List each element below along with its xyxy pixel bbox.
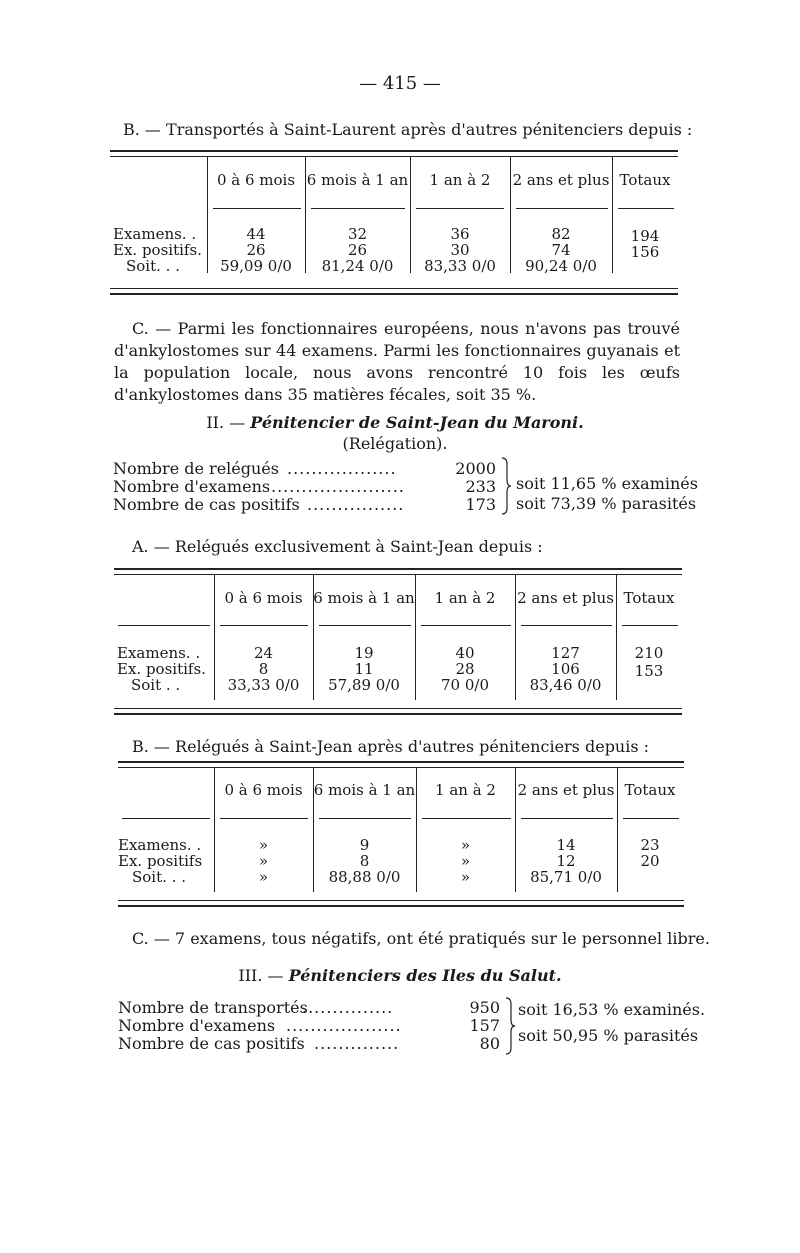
table-b2-header-1: 6 mois à 1 an: [313, 781, 416, 799]
table-b2-header-2: 1 an à 2: [435, 781, 496, 799]
table-b1-row-label: Soit. . .: [126, 257, 180, 275]
section-c1-paragraph: C. — Parmi les fonctionnaires européens, nous n'avons pas trouvé d'ankylostomes sur 44 examens. Parmi les fonctionnaires guyanais et la population locale, nous avons rencontré 10 fois les œufs d'ankylostomes dans 35 matières fécales, soit 35 %.: [114, 319, 680, 404]
brace-icon: [502, 996, 516, 1056]
table-a2-cell: 70 0/0: [441, 676, 489, 694]
section-ii-title-text: Pénitencier de Saint-Jean du Maroni.: [250, 413, 584, 432]
table-b1-cell: 26: [347, 241, 368, 259]
stat-value: 2000: [455, 459, 496, 478]
table-b1-header-4: Totaux: [619, 171, 671, 189]
section-b2-heading: B. — Relégués à Saint-Jean après d'autres pénitenciers depuis :: [132, 737, 650, 756]
table-b2-cell: 85,71 0/0: [530, 868, 602, 886]
table-b1-header-3: 2 ans et plus: [512, 171, 610, 189]
section-c2-paragraph: C. — 7 examens, tous négatifs, ont été pratiqués sur le personnel libre.: [132, 929, 710, 948]
stat-note: soit 73,39 % parasités: [516, 494, 697, 513]
table-b2-cell: »: [460, 868, 471, 886]
table-b2-cell: »: [460, 836, 471, 854]
table-a2-cell: 106: [551, 660, 580, 678]
table-b2-cell: 9: [359, 836, 370, 854]
table-b2-header-0: 0 à 6 mois: [224, 781, 303, 799]
table-b2-header-4: Totaux: [624, 781, 676, 799]
table-b2-row-label: Soit. . .: [132, 868, 186, 886]
table-a2-cell: 40: [455, 644, 475, 662]
table-b2-cell: »: [258, 836, 269, 854]
table-a2-cell: 28: [455, 660, 475, 678]
stat-note: soit 11,65 % examinés: [516, 474, 698, 493]
table-b1-cell: 81,24 0/0: [321, 257, 394, 275]
table-b2-header-3: 2 ans et plus: [517, 781, 615, 799]
table-b2-cell: 23: [640, 836, 660, 854]
stat-value: 173: [465, 495, 496, 514]
table-b2-cell: 14: [556, 836, 576, 854]
table-a2-header-3: 2 ans et plus: [517, 589, 614, 607]
section-iii-title-prefix: III. —: [238, 966, 284, 985]
stat-label: Nombre de cas positifs: [118, 1034, 305, 1053]
table-b2-cell: »: [258, 852, 269, 870]
table-a2-header-2: 1 an à 2: [434, 589, 496, 607]
table-b1-header-1: 6 mois à 1 an: [306, 171, 409, 189]
table-a2-row-label: Examens. .: [117, 644, 201, 662]
table-a2-cell: 19: [354, 644, 374, 662]
table-a2-header-4: Totaux: [623, 589, 675, 607]
table-b2-row-label: Examens. .: [118, 836, 202, 854]
section-iii-title: [110, 966, 690, 986]
table-a2-cell: 8: [258, 660, 269, 678]
dot-leader: ..............: [314, 1034, 400, 1053]
stat-value: 157: [469, 1016, 500, 1035]
stat-note: soit 16,53 % examinés.: [518, 1000, 706, 1019]
section-a2-heading: A. — Relégués exclusivement à Saint-Jean depuis :: [132, 537, 543, 556]
dot-leader: ...............: [302, 998, 394, 1017]
table-a2-row-label: Ex. positifs.: [117, 660, 206, 678]
section-ii-subtitle: (Relégation).: [342, 434, 448, 453]
table-b1-header-2: 1 an à 2: [429, 171, 491, 189]
section-ii-title: [110, 413, 680, 433]
brace-icon: [498, 456, 512, 516]
table-b2-cell: »: [258, 868, 269, 886]
table-a2-cell: 153: [634, 662, 664, 680]
table-b1-header-0: 0 à 6 mois: [216, 171, 296, 189]
stat-label: Nombre de cas positifs: [113, 495, 300, 514]
table-b2-cell: »: [460, 852, 471, 870]
stat-label: Nombre de relégués: [113, 459, 279, 478]
stat-value: 233: [465, 477, 496, 496]
section-ii-title-prefix: II. —: [206, 413, 246, 432]
table-b1-cell: 194: [630, 227, 660, 245]
table-a2-cell: 11: [354, 660, 374, 678]
table-b1-cell: 26: [246, 241, 266, 259]
table-a2-cell: 127: [551, 644, 580, 662]
table-b1-cell: 74: [551, 241, 571, 259]
table-a2-header-0: 0 à 6 mois: [224, 589, 303, 607]
table-b2-cell: 88,88 0/0: [328, 868, 401, 886]
table-b1-cell: 44: [246, 225, 266, 243]
table-a2-cell: 57,89 0/0: [328, 676, 400, 694]
stat-label: Nombre d'examens: [118, 1016, 276, 1035]
table-b2-cell: 8: [359, 852, 370, 870]
stat-note: soit 50,95 % parasités: [518, 1026, 699, 1045]
dot-leader: ................: [307, 495, 405, 514]
section-b1-heading: B. — Transportés à Saint-Laurent après d'autres pénitenciers depuis :: [123, 120, 693, 139]
page-number: — 415 —: [359, 73, 441, 94]
table-b2-cell: 12: [556, 852, 576, 870]
stat-value: 80: [479, 1034, 500, 1053]
dot-leader: ......................: [271, 477, 405, 496]
table-b1-cell: 83,33 0/0: [424, 257, 496, 275]
table-b2-cell: 20: [640, 852, 660, 870]
table-a2-cell: 210: [634, 644, 664, 662]
table-a2-row-label: Soit . .: [131, 676, 181, 694]
dot-leader: ...................: [286, 1016, 402, 1035]
table-b1-row-label: Ex. positifs.: [113, 241, 202, 259]
table-b1-cell: 30: [450, 241, 470, 259]
stat-label: Nombre d'examens: [113, 477, 271, 496]
table-b1-cell: 90,24 0/0: [525, 257, 597, 275]
stat-value: 950: [469, 998, 500, 1017]
stat-label: Nombre de transportés: [118, 998, 308, 1017]
section-iii-title-text: Pénitenciers des Iles du Salut.: [288, 966, 562, 985]
dot-leader: ..................: [287, 459, 397, 478]
table-b1-cell: 36: [450, 225, 470, 243]
table-b1-row-label: Examens. .: [113, 225, 197, 243]
table-a2-cell: 24: [253, 644, 274, 662]
table-a2-header-1: 6 mois à 1 an: [313, 589, 415, 607]
table-b2-row-label: Ex. positifs: [118, 852, 203, 870]
table-b1-cell: 156: [630, 243, 660, 261]
table-a2-cell: 83,46 0/0: [529, 676, 602, 694]
table-b1-cell: 82: [551, 225, 571, 243]
table-a2-cell: 33,33 0/0: [227, 676, 300, 694]
table-b1-cell: 32: [347, 225, 368, 243]
table-b1-cell: 59,09 0/0: [220, 257, 292, 275]
